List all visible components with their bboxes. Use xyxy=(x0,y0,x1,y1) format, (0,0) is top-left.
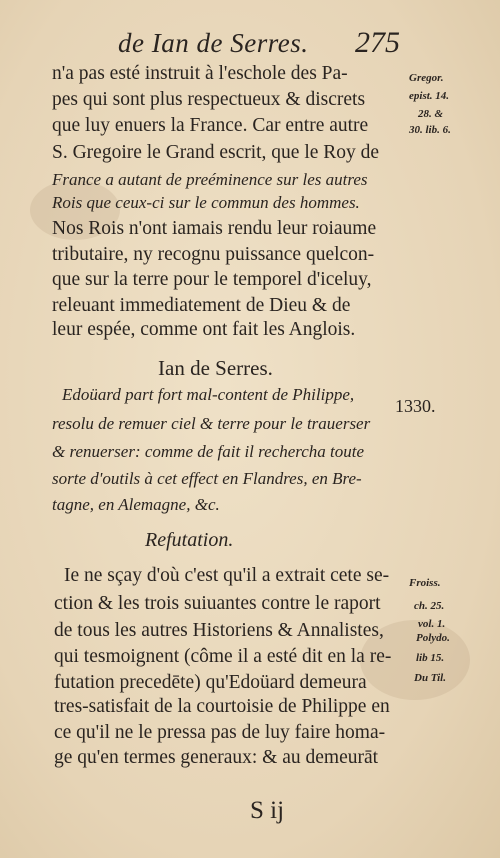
text-line: pes qui sont plus respectueux & discrets xyxy=(52,89,366,110)
text-line: leur espée, comme ont fait les Anglois. xyxy=(52,319,356,340)
italic-line: resolu de remuer ciel & terre pour le trauerser xyxy=(52,414,371,433)
text-line: qui tesmoignent (côme il a esté dit en la re- xyxy=(54,646,392,667)
text-line: futation precedēte) qu'Edoüard demeura xyxy=(54,672,367,693)
text-line: Rois que ceux-ci sur le commun des hommes. xyxy=(52,193,360,212)
margin-note: Polydo. xyxy=(416,632,450,644)
text-line: tres-satisfait de la courtoisie de Philippe en xyxy=(54,696,390,717)
text-line: n'a pas esté instruit à l'eschole des Pa- xyxy=(52,63,348,84)
margin-note: Froiss. xyxy=(409,577,441,589)
text-line: Nos Rois n'ont iamais rendu leur roiaume xyxy=(52,218,377,239)
italic-line: tagne, en Alemagne, &c. xyxy=(52,495,220,514)
margin-note: Du Til. xyxy=(414,672,446,684)
text-line: S. Gregoire le Grand escrit, que le Roy de xyxy=(52,142,380,163)
italic-line: Edoüard part fort mal-content de Philippe, xyxy=(62,385,355,404)
running-header: de Ian de Serres. xyxy=(118,28,309,58)
refutation-heading: Refutation. xyxy=(145,529,234,551)
margin-note: lib 15. xyxy=(416,652,445,664)
margin-note: 30. lib. 6. xyxy=(409,124,451,136)
text-line: de tous les autres Historiens & Annalistes, xyxy=(54,620,384,641)
text-line: France a autant de preéminence sur les autres xyxy=(52,170,368,189)
margin-note: Gregor. xyxy=(409,72,444,84)
text-line: ction & les trois suiuantes contre le raport xyxy=(54,593,381,614)
italic-line: sorte d'outils à cet effect en Flandres, en Bre- xyxy=(52,469,362,488)
signature-mark: S ij xyxy=(250,797,285,824)
margin-note: epist. 14. xyxy=(409,90,450,102)
section-heading: Ian de Serres. xyxy=(158,356,273,380)
margin-year: 1330. xyxy=(395,396,436,416)
text-line: ge qu'en termes generaux: & au demeurāt xyxy=(54,747,379,768)
text-line: que sur la terre pour le temporel d'iceluy, xyxy=(52,269,372,290)
text-line: releuant immediatement de Dieu & de xyxy=(52,295,351,316)
margin-note: vol. 1. xyxy=(418,618,446,630)
italic-line: & renuerser: comme de fait il rechercha toute xyxy=(52,442,365,461)
text-line: ce qu'il ne le pressa pas de luy faire homa- xyxy=(54,722,386,743)
text-line: tributaire, ny recognu puissance quelcon- xyxy=(52,244,375,265)
text-line: Ie ne sçay d'où c'est qu'il a extrait cete se- xyxy=(64,565,390,586)
text-line: que luy enuers la France. Car entre autre xyxy=(52,115,369,136)
margin-note: ch. 25. xyxy=(414,600,445,612)
margin-note: 28. & xyxy=(418,108,444,120)
page-number: 275 xyxy=(355,26,400,59)
